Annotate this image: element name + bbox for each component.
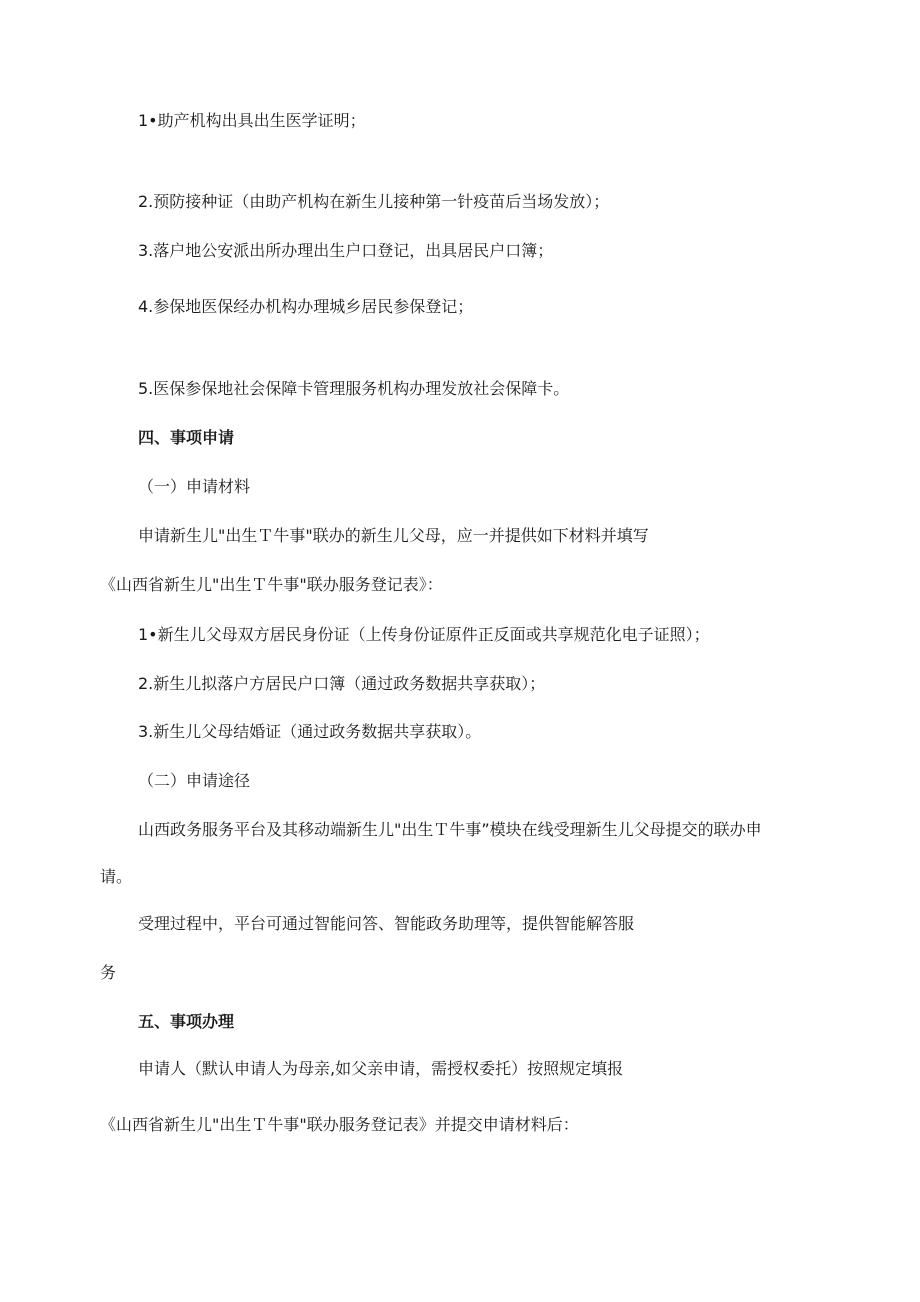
paragraph-intelligent-service-line1: 受理过程中，平台可通过智能问答、智能政务助理等，提供智能解答服 — [138, 914, 635, 933]
paragraph-materials-intro-line2: 《山西省新生儿"出生Ｔ牛事"联办服务登记表》： — [100, 575, 443, 594]
subheading-application-channels: （二）申请途径 — [138, 771, 251, 790]
paragraph-processing-line1: 申请人（默认申请人为母亲,如父亲申请，需授权委托）按照规定填报 — [138, 1059, 624, 1078]
section-heading-processing: 五、事项办理 — [138, 1012, 235, 1031]
list-item-household-book: 2.新生儿拟落户方居民户口簿（通过政务数据共享获取）； — [138, 674, 546, 693]
list-item-social-security-card: 5.医保参保地社会保障卡管理服务机构办理发放社会保障卡。 — [138, 379, 570, 398]
subheading-application-materials: （一）申请材料 — [138, 477, 251, 496]
paragraph-intelligent-service-line2: 务 — [100, 963, 117, 982]
list-item-id-cards: 1•新生儿父母双方居民身份证（上传身份证原件正反面或共享规范化电子证照）； — [138, 625, 710, 644]
paragraph-channels-line1: 山西政务服务平台及其移动端新生儿"出生Ｔ牛事”模块在线受理新生儿父母提交的联办申 — [138, 820, 762, 839]
paragraph-channels-line2: 请。 — [100, 867, 133, 886]
list-item-birth-certificate: 1•助产机构出具出生医学证明； — [138, 111, 366, 130]
section-heading-application: 四、事项申请 — [138, 428, 235, 447]
list-item-medical-insurance: 4.参保地医保经办机构办理城乡居民参保登记； — [138, 297, 474, 316]
list-item-marriage-certificate: 3.新生儿父母结婚证（通过政务数据共享获取）。 — [138, 722, 482, 741]
list-item-vaccination-certificate: 2.预防接种证（由助产机构在新生儿接种第一针疫苗后当场发放）； — [138, 192, 610, 211]
list-item-household-registration: 3.落户地公安派出所办理出生户口登记，出具居民户口簿； — [138, 241, 554, 260]
paragraph-processing-line2: 《山西省新生儿"出生Ｔ牛事"联办服务登记表》并提交申请材料后： — [100, 1115, 579, 1134]
paragraph-materials-intro-line1: 申请新生儿"出生Ｔ牛事"联办的新生儿父母，应一并提供如下材料并填写 — [138, 526, 649, 545]
